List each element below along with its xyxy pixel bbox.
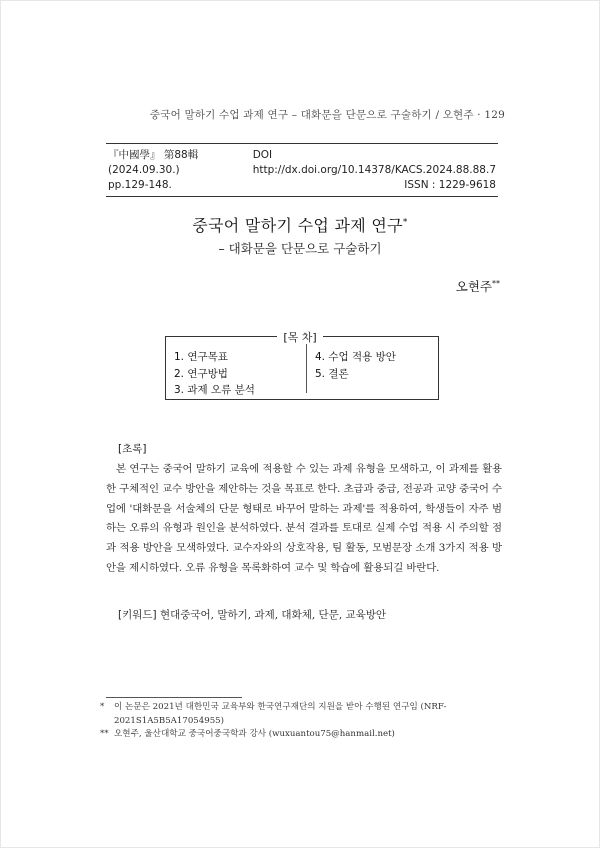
publication-info-row-1 — [106, 148, 498, 178]
journal-issue: 『中國學』 第88輯 (2024.09.30.) — [108, 149, 199, 176]
footnote — [100, 701, 504, 728]
toc-heading-text: [목 차] — [277, 331, 322, 344]
toc-column-left — [174, 349, 255, 399]
title-footnote-mark[interactable]: * — [402, 217, 408, 228]
paper-title-text: 중국어 말하기 수업 과제 연구 — [192, 216, 403, 235]
toc-column-right — [315, 349, 396, 382]
footnote-text: 오현주, 울산대학교 중국어중국학과 강사 (wuxuantou75@hanmail.net) — [114, 729, 395, 739]
footnote-mark: ** — [100, 729, 109, 739]
table-of-contents — [165, 336, 439, 400]
keywords-text: 현대중국어, 말하기, 과제, 대화체, 단문, 교육방안 — [159, 609, 387, 621]
footnotes — [100, 701, 504, 742]
publication-info-box — [106, 143, 498, 197]
issn: ISSN : 1229-9618 — [404, 179, 496, 191]
toc-heading — [0, 329, 600, 345]
toc-item[interactable]: 4. 수업 적용 방안 — [315, 351, 396, 363]
toc-item[interactable]: 1. 연구목표 — [174, 351, 228, 363]
footnote — [100, 728, 504, 742]
keywords-label: [키워드] — [118, 609, 157, 621]
paper-title — [0, 213, 600, 236]
author-name: 오현주 — [455, 279, 492, 294]
footnote-rule — [106, 697, 242, 698]
page-range: pp.129-148. — [108, 179, 172, 191]
abstract-body: 본 연구는 중국어 말하기 교육에 적용할 수 있는 과제 유형을 모색하고, 이 과제를 활용한 구체적인 교수 방안을 제안하는 것을 목표로 한다. 초급과 중급, 전공과 교양 중국어 수업에 '대화문을 서술체의 단문 형태로 바꾸어 말하는 과제'를 적용하여, 학생들이 자주 범하는 오류의 유형과 원인을 분석하였다. 분석 결과를 토대로 실제 수업 적용 시 주의할 점과 적용 방안을 모색하였다. 교수자와의 상호작용, 팀 활동, 모범문장 소개 3가지 적용 방안을 제시하였다. 오류 유형을 목록화하여 교수 및 학습에 활용되길 바란다. — [106, 463, 502, 574]
footnote-text: 이 논문은 2021년 대한민국 교육부와 한국연구재단의 지원을 받아 수행된 연구임 (NRF-2021S1A5B5A17054955) — [114, 702, 447, 726]
paper-subtitle: – 대화문을 단문으로 구술하기 — [218, 241, 382, 256]
author — [456, 277, 500, 295]
toc-item[interactable]: 3. 과제 오류 분석 — [174, 384, 255, 396]
footnote-mark: * — [100, 702, 105, 712]
abstract-heading: [초록] — [118, 443, 147, 455]
toc-item[interactable]: 2. 연구방법 — [174, 367, 228, 380]
author-footnote-mark[interactable]: ** — [492, 278, 500, 288]
running-head: 중국어 말하기 수업 과제 연구 – 대화문을 단문으로 구술하기 / 오현주 · 129 — [149, 109, 505, 121]
doi-link[interactable]: DOI http://dx.doi.org/10.14378/KACS.2024.88.88.7 — [252, 149, 496, 176]
keywords — [118, 607, 386, 622]
toc-divider — [306, 343, 307, 393]
publication-info-row-2 — [106, 178, 498, 193]
toc-item[interactable]: 5. 결론 — [315, 367, 349, 380]
